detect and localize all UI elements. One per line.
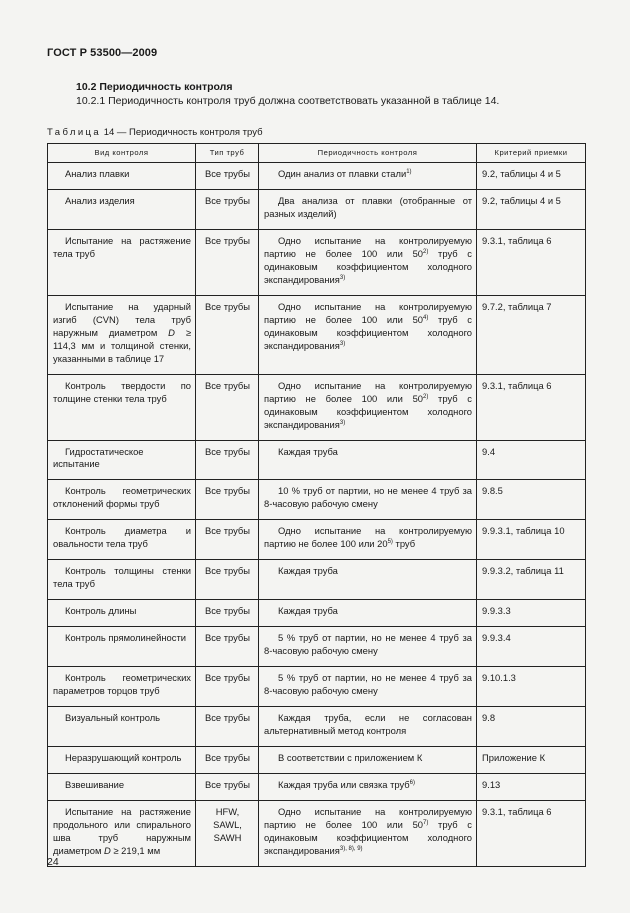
cell-acceptance-criterion: 9.8.5 [477,480,586,520]
cell-control-type: Контроль длины [48,600,196,627]
cell-frequency: Одно испытание на контролируемую партию не более 100 или 50$^{2)}$ труб с одинаковым коэффициентом холодного экспандирования$^{3)}$ [259,229,477,295]
cell-frequency: Два анализа от плавки (отобранные от разных изделий) [259,189,477,229]
cell-acceptance-criterion: 9.4 [477,440,586,480]
cell-control-type: Контроль толщины стенки тела труб [48,560,196,600]
cell-frequency: Каждая труба [259,560,477,600]
cell-frequency: Один анализ от плавки стали$^{1)}$ [259,163,477,190]
cell-control-type: Неразрушающий контроль [48,747,196,774]
cell-pipe-type: Все трубы [196,374,259,440]
cell-frequency: Каждая труба, если не согласован альтернативный метод контроля [259,707,477,747]
cell-pipe-type: Все трубы [196,520,259,560]
cell-acceptance-criterion: 9.9.3.1, таблица 10 [477,520,586,560]
table-row [48,667,586,707]
cell-acceptance-criterion: 9.3.1, таблица 6 [477,374,586,440]
cell-pipe-type: Все трубы [196,480,259,520]
table-row [48,163,586,190]
table-row [48,774,586,801]
table-caption-number: 14 [103,127,115,138]
cell-acceptance-criterion: Приложение К [477,747,586,774]
section-title: 10.2 Периодичность контроля [76,81,233,93]
table-row [48,374,586,440]
cell-acceptance-criterion: 9.9.3.4 [477,627,586,667]
cell-control-type: Испытание на ударный изгиб (CVN) тела труб наружным диаметром D ≥ 114,3 мм и толщиной стенки, указанными в таблице 17 [48,295,196,374]
cell-frequency: Одно испытание на контролируемую партию не более 100 или 50$^{2)}$ труб с одинаковым коэффициентом холодного экспандирования$^{3)}$ [259,374,477,440]
cell-frequency: Одно испытание на контролируемую партию не более 100 или 50$^{4)}$ труб с одинаковым коэффициентом холодного экспандирования$^{3)}$ [259,295,477,374]
cell-acceptance-criterion: 9.7.2, таблица 7 [477,295,586,374]
header-pipe-type: Тип труб [196,144,259,163]
table-caption-prefix: Таблица [47,127,102,138]
cell-pipe-type: Все трубы [196,229,259,295]
cell-frequency: Одно испытание на контролируемую партию не более 100 или 20$^{5)}$ труб [259,520,477,560]
table-row [48,440,586,480]
cell-frequency: Каждая труба [259,600,477,627]
cell-control-type: Анализ изделия [48,189,196,229]
table-row [48,520,586,560]
cell-frequency: Каждая труба или связка труб$^{6)}$ [259,774,477,801]
header-control-type: Вид контроля [48,144,196,163]
cell-pipe-type: HFW, SAWL, SAWH [196,800,259,866]
cell-control-type: Контроль диаметра и овальности тела труб [48,520,196,560]
table-header-row [48,144,586,163]
table-row [48,229,586,295]
cell-control-type: Контроль геометрических отклонений формы труб [48,480,196,520]
table-row [48,600,586,627]
cell-control-type: Испытание на растяжение тела труб [48,229,196,295]
cell-pipe-type: Все трубы [196,189,259,229]
section-text: 10.2.1 Периодичность контроля труб должна соответствовать указанной в таблице 14. [76,95,500,107]
cell-acceptance-criterion: 9.9.3.3 [477,600,586,627]
cell-pipe-type: Все трубы [196,707,259,747]
cell-control-type: Испытание на растяжение продольного или спирального шва труб наружным диаметром D ≥ 219,1 мм [48,800,196,866]
page-number: 24 [47,856,59,868]
cell-acceptance-criterion: 9.3.1, таблица 6 [477,800,586,866]
cell-pipe-type: Все трубы [196,163,259,190]
cell-control-type: Гидростатическое испытание [48,440,196,480]
cell-acceptance-criterion: 9.8 [477,707,586,747]
cell-control-type: Взвешивание [48,774,196,801]
table-row [48,747,586,774]
document-code: ГОСТ Р 53500—2009 [47,47,158,59]
cell-pipe-type: Все трубы [196,667,259,707]
cell-control-type: Контроль твердости по толщине стенки тела труб [48,374,196,440]
cell-frequency: Одно испытание на контролируемую партию не более 100 или 50$^{7)}$ труб с одинаковым коэффициентом холодного экспандирования$^{3), 8), 9)}$ [259,800,477,866]
table-caption [47,127,263,138]
table-body [48,163,586,867]
table-row [48,627,586,667]
cell-frequency: 5 % труб от партии, но не менее 4 труб за 8-часовую рабочую смену [259,627,477,667]
cell-acceptance-criterion: 9.13 [477,774,586,801]
cell-pipe-type: Все трубы [196,295,259,374]
table-row [48,189,586,229]
cell-acceptance-criterion: 9.9.3.2, таблица 11 [477,560,586,600]
cell-pipe-type: Все трубы [196,774,259,801]
cell-acceptance-criterion: 9.10.1.3 [477,667,586,707]
table-row [48,560,586,600]
cell-frequency: В соответствии с приложением К [259,747,477,774]
header-acceptance-criterion: Критерий приемки [477,144,586,163]
table-row [48,480,586,520]
cell-pipe-type: Все трубы [196,600,259,627]
table-row [48,295,586,374]
cell-pipe-type: Все трубы [196,627,259,667]
table-row [48,800,586,866]
cell-control-type: Контроль геометрических параметров торцов труб [48,667,196,707]
cell-control-type: Визуальный контроль [48,707,196,747]
inspection-frequency-table [47,143,586,867]
cell-control-type: Анализ плавки [48,163,196,190]
table-row [48,707,586,747]
cell-pipe-type: Все трубы [196,560,259,600]
cell-acceptance-criterion: 9.2, таблицы 4 и 5 [477,163,586,190]
cell-acceptance-criterion: 9.2, таблицы 4 и 5 [477,189,586,229]
cell-pipe-type: Все трубы [196,747,259,774]
cell-acceptance-criterion: 9.3.1, таблица 6 [477,229,586,295]
cell-pipe-type: Все трубы [196,440,259,480]
cell-frequency: 10 % труб от партии, но не менее 4 труб за 8-часовую рабочую смену [259,480,477,520]
cell-frequency: 5 % труб от партии, но не менее 4 труб за 8-часовую рабочую смену [259,667,477,707]
table-caption-title: — Периодичность контроля труб [114,127,263,138]
header-frequency: Периодичность контроля [259,144,477,163]
cell-frequency: Каждая труба [259,440,477,480]
cell-control-type: Контроль прямолинейности [48,627,196,667]
